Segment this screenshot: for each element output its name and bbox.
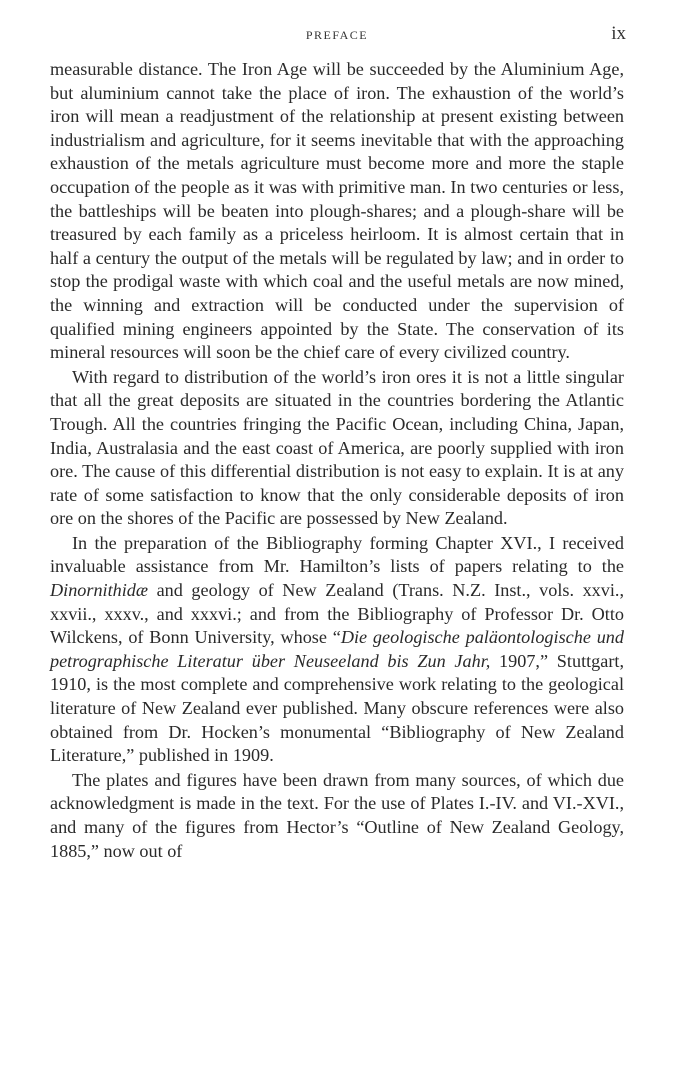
paragraph-4: The plates and figures have been drawn from many sources, of which due acknowledgment is made in the text. For the use of Plates I.-IV. and VI.-XVI., and many of the figures from Hector’s “Outline of New Zealand Geology, 1885,” now out of: [50, 769, 624, 861]
paragraph-3: [50, 532, 624, 768]
body-text: [50, 58, 624, 863]
paragraph-2: With regard to distribution of the world’s iron ores it is not a little singular that all the great deposits are situated in the countries bordering the Atlantic Trough. All the countries fringing the Pacific Ocean, including China, Japan, India, Australasia and the east coast of America, are poorly supplied with iron ore. The cause of this differential distribution is not easy to explain. It is at any rate of some satisfaction to know that the only considerable deposits of iron ore on the shores of the Pacific are possessed by New Zealand.: [50, 366, 624, 529]
book-page: [50, 0, 624, 863]
paragraph-3-part-e: 1907,” Stuttgart, 1910, is the most complete and comprehensive work relating to the geological literature of New Zealand ever published. Many obscure references were also obtained from Dr. Hocken’s monumental “Bibliography of New Zealand Literature,” published in 1909.: [50, 650, 624, 766]
italic-book-title: Die geologische paläontologische und petrographische Literatur über Neuseeland bis Zun Jahr,: [50, 627, 624, 671]
page-number: ix: [611, 23, 626, 44]
paragraph-3-part-a: In the preparation of the Bibliography forming Chapter XVI., I received invaluable assistance from Mr. Hamilton’s lists of papers relating to the: [50, 532, 624, 577]
paragraph-1: measurable distance. The Iron Age will be succeeded by the Aluminium Age, but aluminium cannot take the place of iron. The exhaustion of the world’s iron will mean a readjustment of the relationship at present existing between industrialism and agriculture, for it seems inevitable that with the approaching exhaustion of the metals agriculture must become more and more the staple occupation of the people as it was with primitive man. In two centuries or less, the battleships will be beaten into plough-shares; and a plough-share will be treasured by each family as a priceless heirloom. It is almost certain that in half a century the output of the metals will be regulated by law; and in order to stop the prodigal waste with which coal and the useful metals are now mined, the winning and extraction will be conducted under the supervision of qualified mining engineers appointed by the State. The conservation of its mineral resources will soon be the chief care of every civilized country.: [50, 59, 624, 363]
running-head: [50, 0, 624, 58]
paragraph-3-part-c: and geology of New Zealand (Trans. N.Z. Inst., vols. xxvi., xxvii., xxxv., and xxxvi.; and from the Bibliography of Professor Dr. Otto Wilckens, of Bonn University, whose “: [50, 580, 624, 648]
running-title: PREFACE: [305, 28, 369, 42]
italic-taxon-name: Dinornithidæ: [50, 580, 149, 601]
